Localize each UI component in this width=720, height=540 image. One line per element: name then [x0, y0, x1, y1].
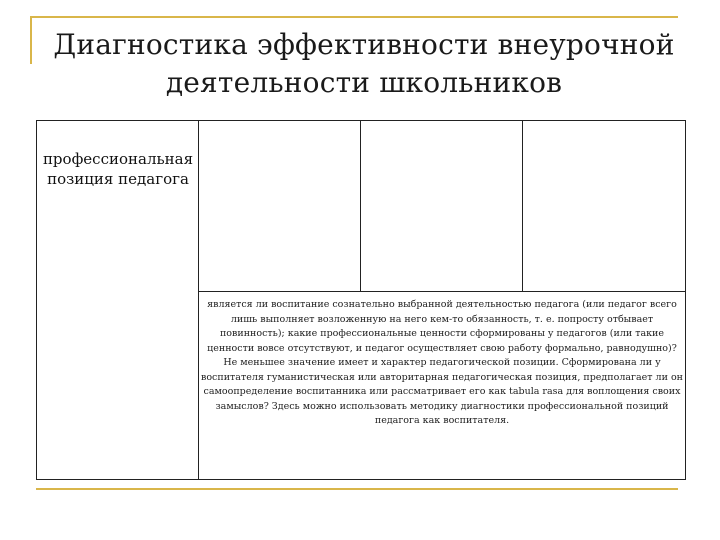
decorative-bottom-border: [36, 488, 678, 490]
decorative-top-border: [30, 16, 678, 18]
slide-title-line-1: Диагностика эффективности внеурочной: [53, 28, 675, 61]
table-border-right: [685, 120, 686, 480]
table-column-divider: [522, 120, 523, 292]
table-border-bottom: [36, 479, 686, 480]
slide-title: [34, 26, 694, 102]
table-border-top: [36, 120, 686, 121]
table-cell-description: является ли воспитание сознательно выбранной деятельностью педагога (или педагог всего лишь выполняет возложенную на него кем-то обязанность, т. е. попросту отбывает повинность); какие профессиональные ценности сформированы у педагогов (или такие ценности вовсе отсутствуют, и педагог осуществляет свою работу формально, равнодушно)? Не меньшее значение имеет и характер педагогической позиции. Сформирована ли у воспитателя гуманистическая или авторитарная педагогическая позиция, предполагает ли он самоопределение воспитанника или рассматривает его как tabula rasa для воплощения своих замыслов? Здесь можно использовать методику диагностики профессиональной позиций педагога как воспитателя.: [200, 299, 683, 426]
table-row-divider: [198, 291, 686, 292]
table-border-left: [36, 120, 37, 480]
table-column-divider: [198, 120, 199, 480]
slide-title-line-2: деятельности школьников: [165, 66, 563, 99]
table-row-label: профессиональная позиция педагога: [42, 150, 194, 188]
table-column-divider: [360, 120, 361, 292]
decorative-left-border: [30, 16, 32, 64]
